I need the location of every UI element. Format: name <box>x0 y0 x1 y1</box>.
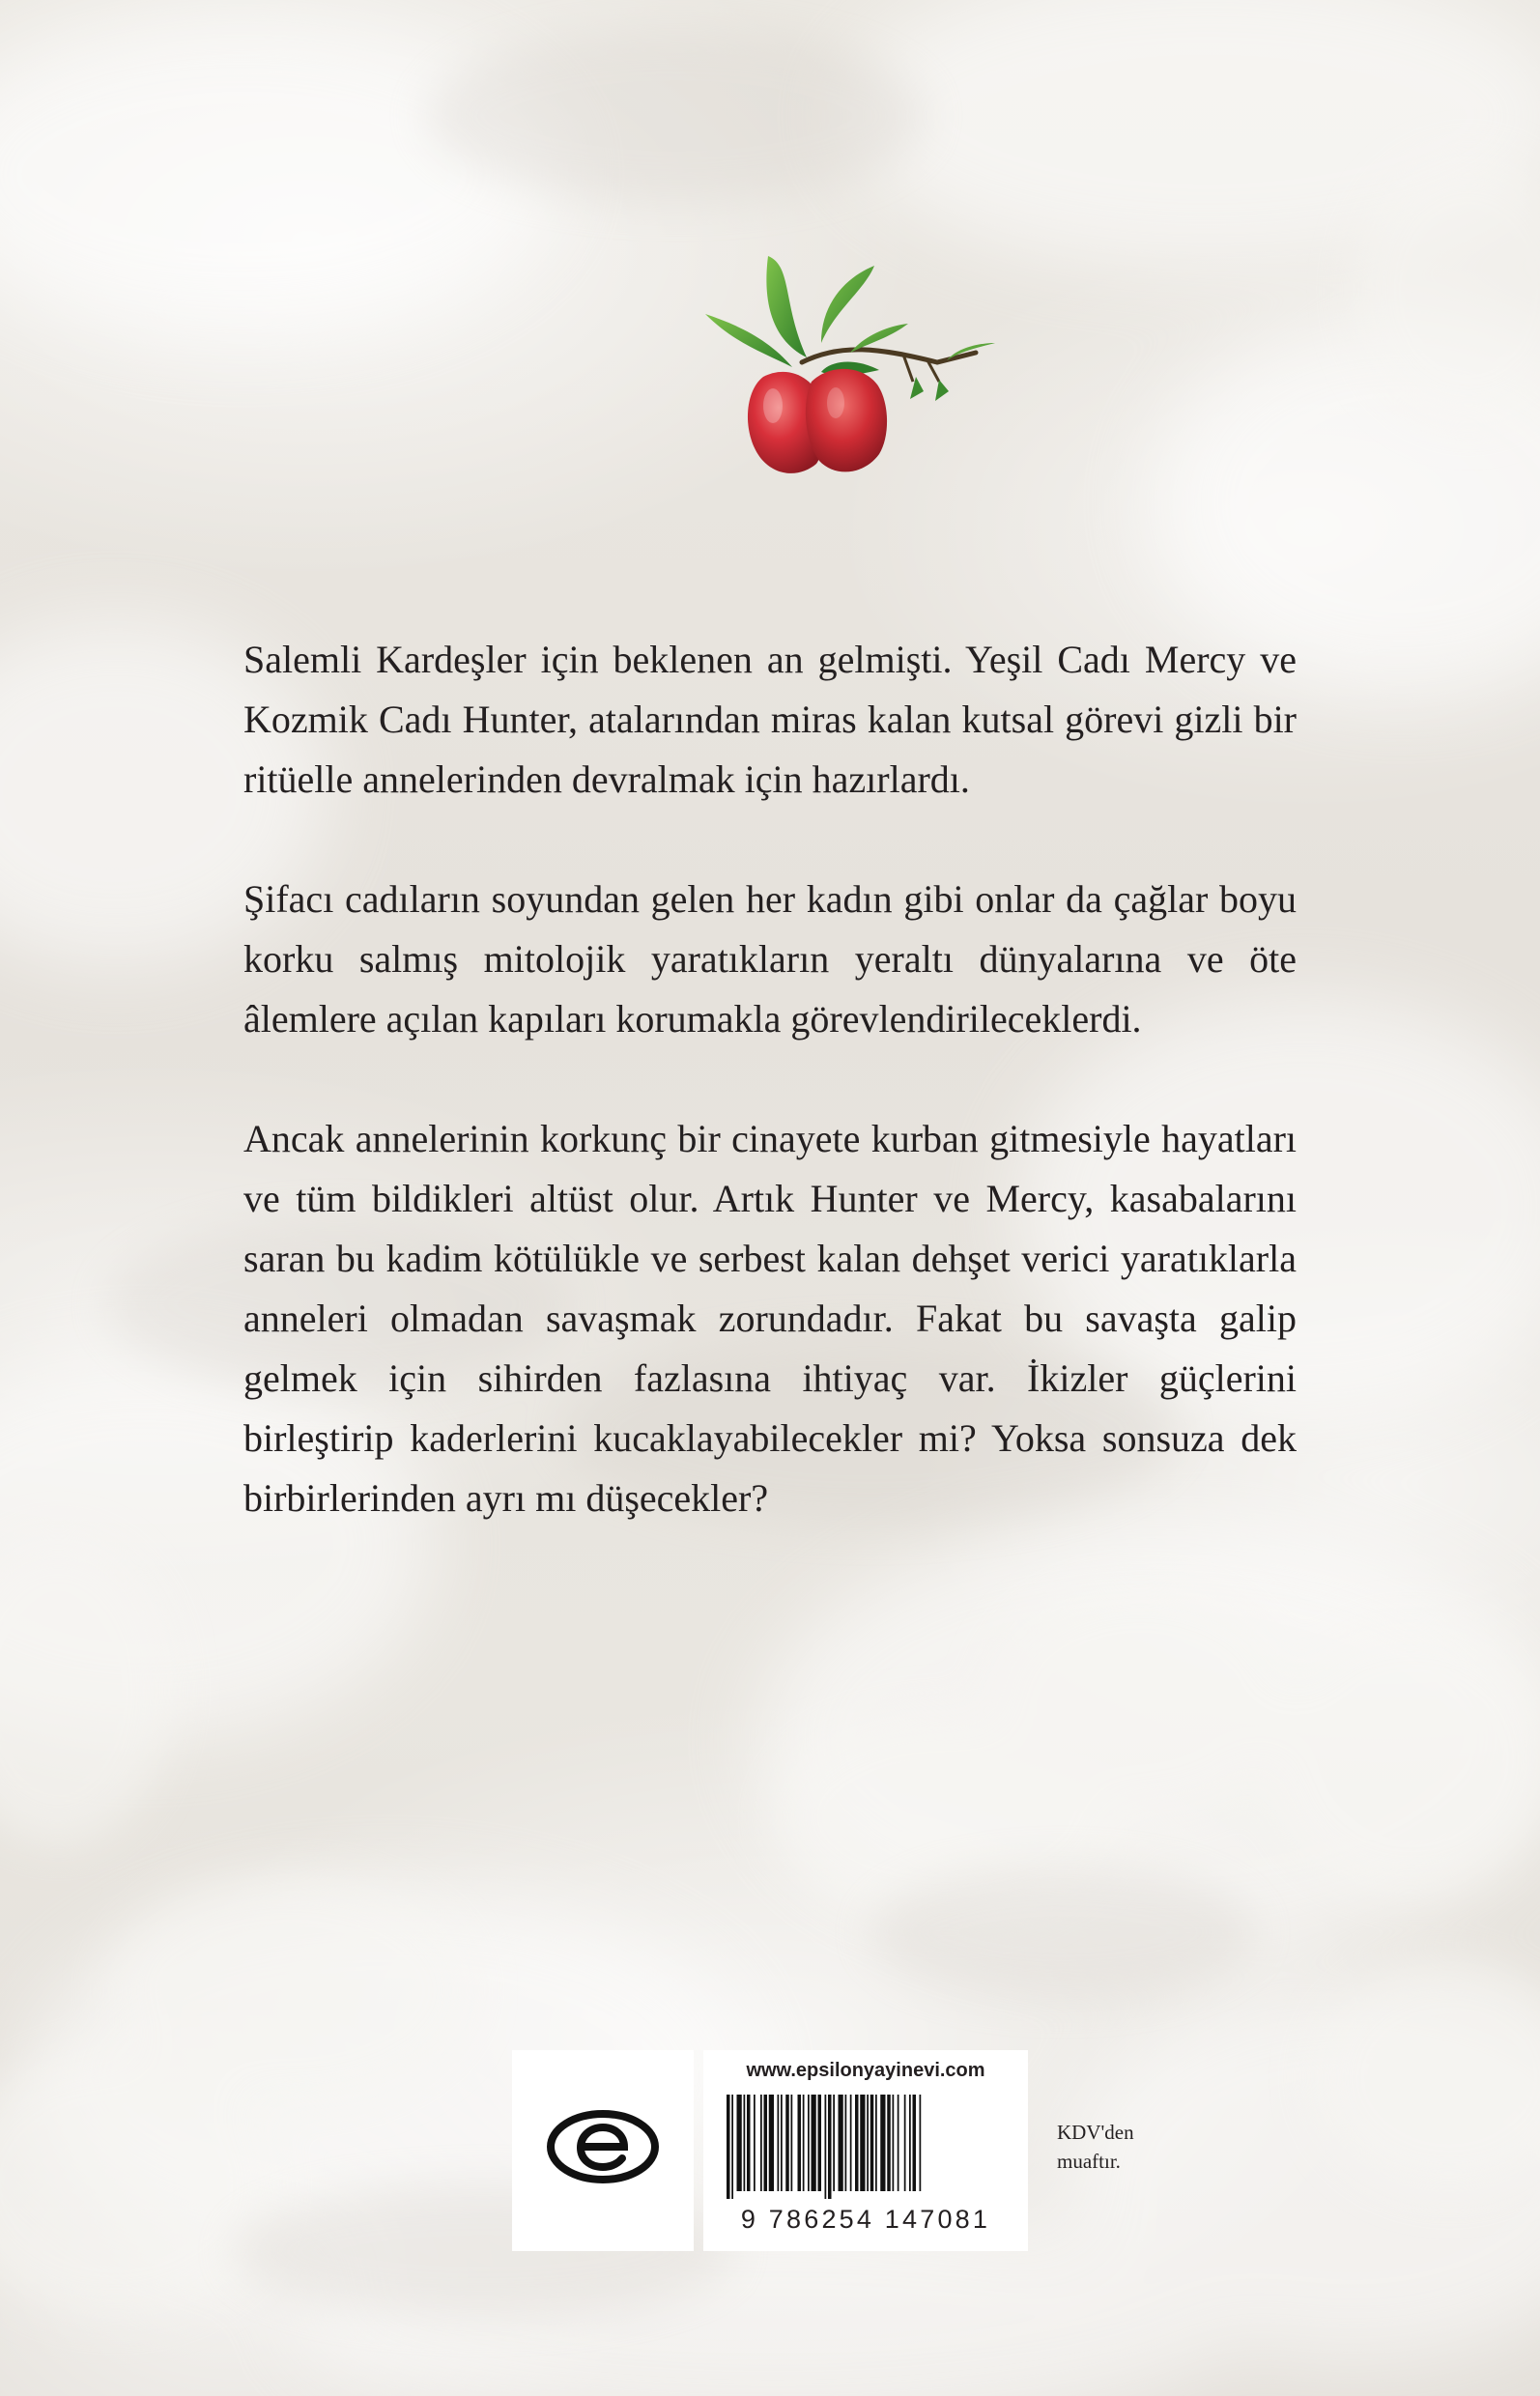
barcode-bar <box>808 2095 810 2191</box>
barcode-icon <box>723 2095 1012 2199</box>
barcode-bar <box>855 2095 859 2191</box>
isbn-number: 9 786254 147081 <box>740 2205 991 2234</box>
barcode-bar <box>798 2095 802 2191</box>
twin-apples-icon <box>657 246 1005 478</box>
barcode-bar <box>850 2095 852 2191</box>
barcode-bar <box>785 2095 789 2191</box>
barcode-bar <box>769 2095 774 2191</box>
barcode-bar <box>747 2095 751 2191</box>
barcode-bar <box>867 2095 869 2191</box>
barcode-bar <box>744 2095 746 2191</box>
barcode-bar <box>818 2095 822 2191</box>
barcode-bar <box>803 2095 805 2191</box>
barcode-bar <box>833 2095 835 2191</box>
blurb-text <box>243 630 1297 1588</box>
barcode-bar <box>778 2095 780 2191</box>
blurb-paragraph: Şifacı cadıların soyundan gelen her kadın gibi onlar da çağlar boyu korku salmış mitolojik yaratıkların yeraltı dünyalarına ve öte âlemlere açılan kapıları korumakla görevlendirileceklerdi. <box>243 877 1297 1041</box>
barcode-bar <box>781 2095 783 2191</box>
barcode-bar <box>887 2095 891 2191</box>
barcode-bar <box>845 2095 847 2191</box>
publisher-logo-panel <box>512 2050 694 2251</box>
barcode-bar <box>898 2095 899 2191</box>
barcode-bar <box>754 2095 756 2191</box>
barcode-bar <box>870 2095 874 2191</box>
barcode-bar <box>913 2095 917 2191</box>
blurb-paragraph: Salemli Kardeşler için beklenen an gelmişti. Yeşil Cadı Mercy ve Kozmik Cadı Hunter, atalarından miras kalan kutsal görevi gizli bir ritüelle annelerinden devralmak için hazırlardı. <box>243 638 1297 801</box>
barcode-bar <box>825 2095 827 2199</box>
barcode-bar <box>893 2095 895 2191</box>
barcode-bar <box>737 2095 742 2191</box>
tax-note-line: muaftır. <box>1057 2150 1121 2173</box>
epsilon-e-logo-icon <box>545 2108 661 2185</box>
barcode-panel <box>703 2050 1028 2251</box>
barcode-bar <box>904 2095 906 2191</box>
publisher-website: www.epsilonyayinevi.com <box>746 2060 985 2081</box>
tax-note <box>1057 2118 1134 2176</box>
tax-note-line: KDV'den <box>1057 2121 1134 2144</box>
barcode-bar <box>860 2095 865 2191</box>
barcode-bar <box>731 2095 733 2199</box>
barcode-bar <box>791 2095 793 2191</box>
barcode-bar <box>828 2095 832 2199</box>
blurb-paragraph: Ancak annelerinin korkunç bir cinayete kurban gitmesiyle hayatları ve tüm bildikleri altüst olur. Artık Hunter ve Mercy, kasabalarını saran bu kadim kötülükle ve serbest kalan dehşet verici yaratıklarla anneleri olmadan savaşmak zorundadır. Fakat bu savaşta galip gelmek için sihirden fazlasına ihtiyaç var. İkizler güçlerini birleştirip kaderlerini kucaklayabilecekler mi? Yoksa sonsuza dek birbirlerinden ayrı mı düşecekler? <box>243 1117 1297 1520</box>
barcode-bar <box>880 2095 885 2191</box>
barcode-bar <box>812 2095 816 2191</box>
barcode-bar <box>875 2095 877 2191</box>
barcode-bar <box>764 2095 768 2191</box>
barcode-bar <box>727 2095 730 2199</box>
barcode-bar <box>909 2095 911 2191</box>
barcode-bar <box>839 2095 843 2191</box>
barcode-bar <box>760 2095 762 2191</box>
barcode-bar <box>920 2095 922 2191</box>
